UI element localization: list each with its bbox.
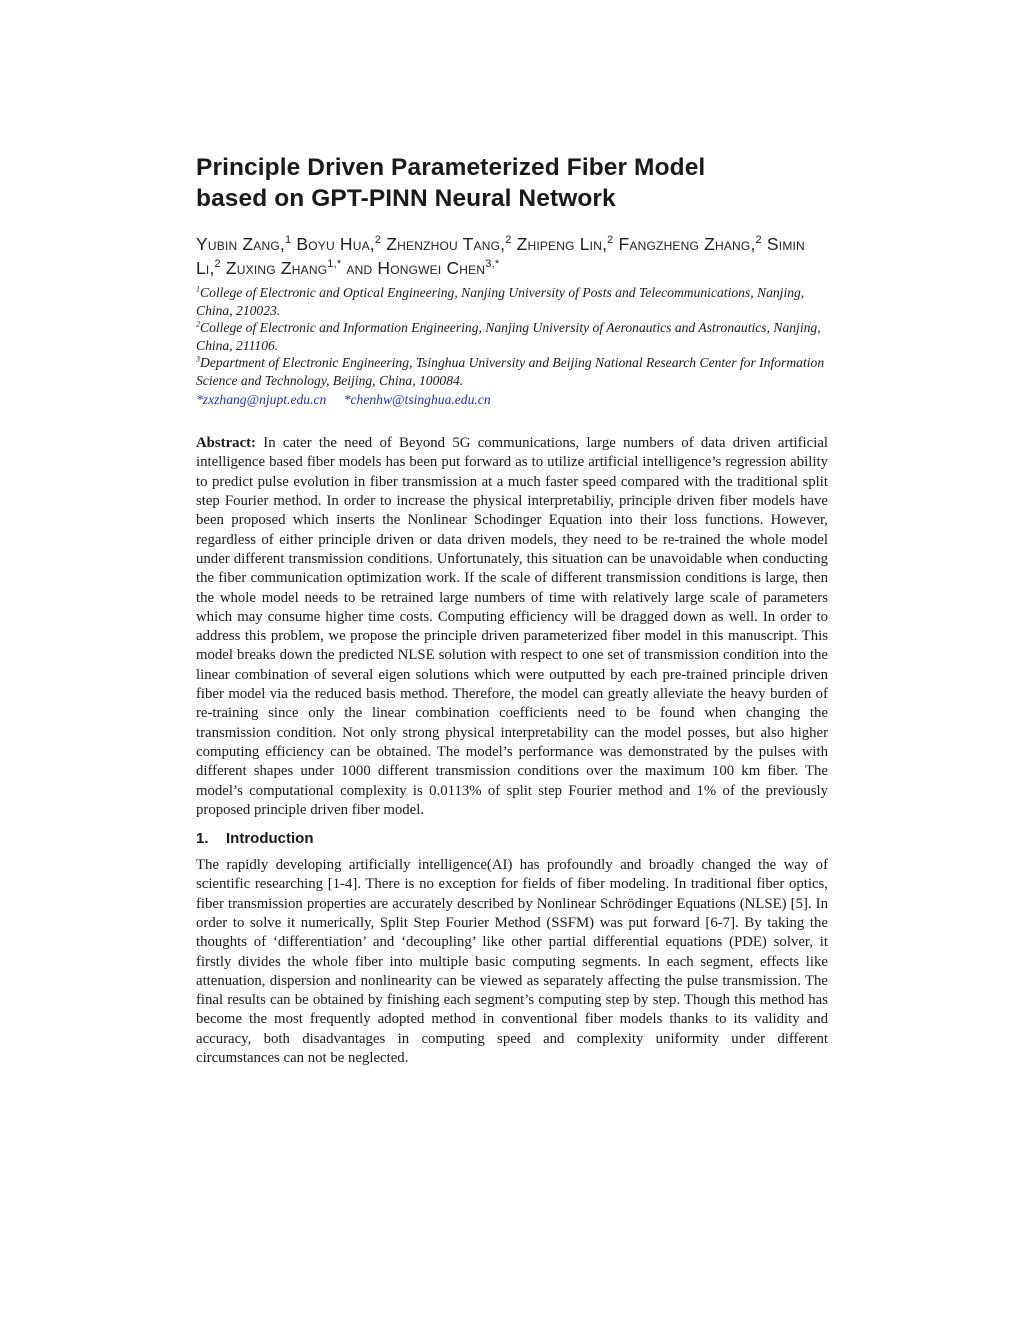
section-paragraph: The rapidly developing artificially intelligence(AI) has profoundly and broadly changed the way of scientific researching [1-4]. There is no exception for fields of fiber modeling. In traditional fiber optics, fiber transmission properties are accurately described by Nonlinear Schrödinger Equations (NLSE) [5]. In order to solve it numerically, Split Step Fourier Method (SSFM) was put forward [6-7]. By taking the thoughts of ‘differentiation’ and ‘decoupling’ like other partial differential equations (PDE) solver, it firstly divides the whole fiber into multiple basic computing segments. In each segment, effects like attenuation, dispersion and nonlinearity can be viewed as separately affecting the pulse transmission. The final results can be obtained by finishing each segment’s computing step by step. Though this method has become the most frequently adopted method in conventional fiber models thanks to its validity and accuracy, both disadvantages in computing speed and complexity uniformity under different circumstances can not be neglected. [196,857,828,1067]
author: Fangzheng Zhang,$^2$ [618,234,762,254]
author-conjunction: and [346,258,373,278]
author: Zuxing Zhang$^{1,*}$ [225,258,342,278]
paper-page [196,152,828,1068]
section-title: Introduction [226,830,314,848]
title-line-2: based on GPT-PINN Neural Network [196,185,616,212]
abstract [196,434,828,820]
title-line-1: Principle Driven Parameterized Fiber Model [196,154,706,181]
author: Simin Li,$^2$ [196,234,805,278]
affiliation: $^1$College of Electronic and Optical Engineering, Nanjing University of Posts and Telecommunications, Nanjing, China, 210023. [196,284,805,318]
author: Yubin Zang,$^1$ [196,234,292,254]
section-number: 1. [196,830,209,848]
corresponding-emails [196,391,828,409]
author: Zhenzhou Tang,$^2$ [386,234,512,254]
author-list [196,232,828,280]
paper-title [196,152,828,214]
author: Boyu Hua,$^2$ [296,234,382,254]
email-link[interactable]: *chenhw@tsinghua.edu.cn [343,391,491,407]
author: Hongwei Chen$^{3,*}$ [377,258,500,278]
author: Zhipeng Lin,$^2$ [516,234,614,254]
affiliations [196,284,828,408]
affiliation: $^3$Department of Electronic Engineering, Tsinghua University and Beijing National Research Center for Information Science and Technology, Beijing, China, 100084. [196,354,825,388]
abstract-text: In cater the need of Beyond 5G communications, large numbers of data driven artificial intelligence based fiber models has been put forward as to utilize artificial intelligence’s regression ability to predict pulse evolution in fiber transmission at a much faster speed compared with the traditional split step Fourier method. In order to increase the physical interpretabiliy, principle driven fiber models have been proposed which inserts the Nonlinear Schodinger Equation into their loss functions. However, regardless of either principle driven or data driven models, they need to be re-trained the whole model under different transmission conditions. Unfortunately, this situation can be unavoidable when conducting the fiber communication optimization work. If the scale of different transmission conditions is large, then the whole model needs to be retrained large numbers of time with relatively large scale of parameters which may consume higher time costs. Computing efficiency will be dragged down as well. In order to address this problem, we propose the principle driven parameterized fiber model in this manuscript. This model breaks down the predicted NLSE solution with respect to one set of transmission condition into the linear combination of several eigen solutions which were outputted by each pre-trained principle driven fiber model via the reduced basis method. Therefore, the model can greatly alleviate the heavy burden of re-training since only the linear combination coefficients need to be found when changing the transmission condition. Not only strong physical interpretability can the model posses, but also higher computing efficiency can be obtained. The model’s performance was demonstrated by the pulses with different shapes under 1000 different transmission conditions over the maximum 100 km fiber. The model’s computational complexity is 0.0113% of split step Fourier method and 1% of the previously proposed principle driven fiber model. [196,435,828,818]
affiliation: $^2$College of Electronic and Information Engineering, Nanjing University of Aeronautics and Astronautics, Nanjing, China, 211106. [196,319,821,353]
section-heading [196,829,828,849]
abstract-label: Abstract: [196,435,256,452]
email-link[interactable]: *zxzhang@njupt.edu.cn [196,391,327,407]
